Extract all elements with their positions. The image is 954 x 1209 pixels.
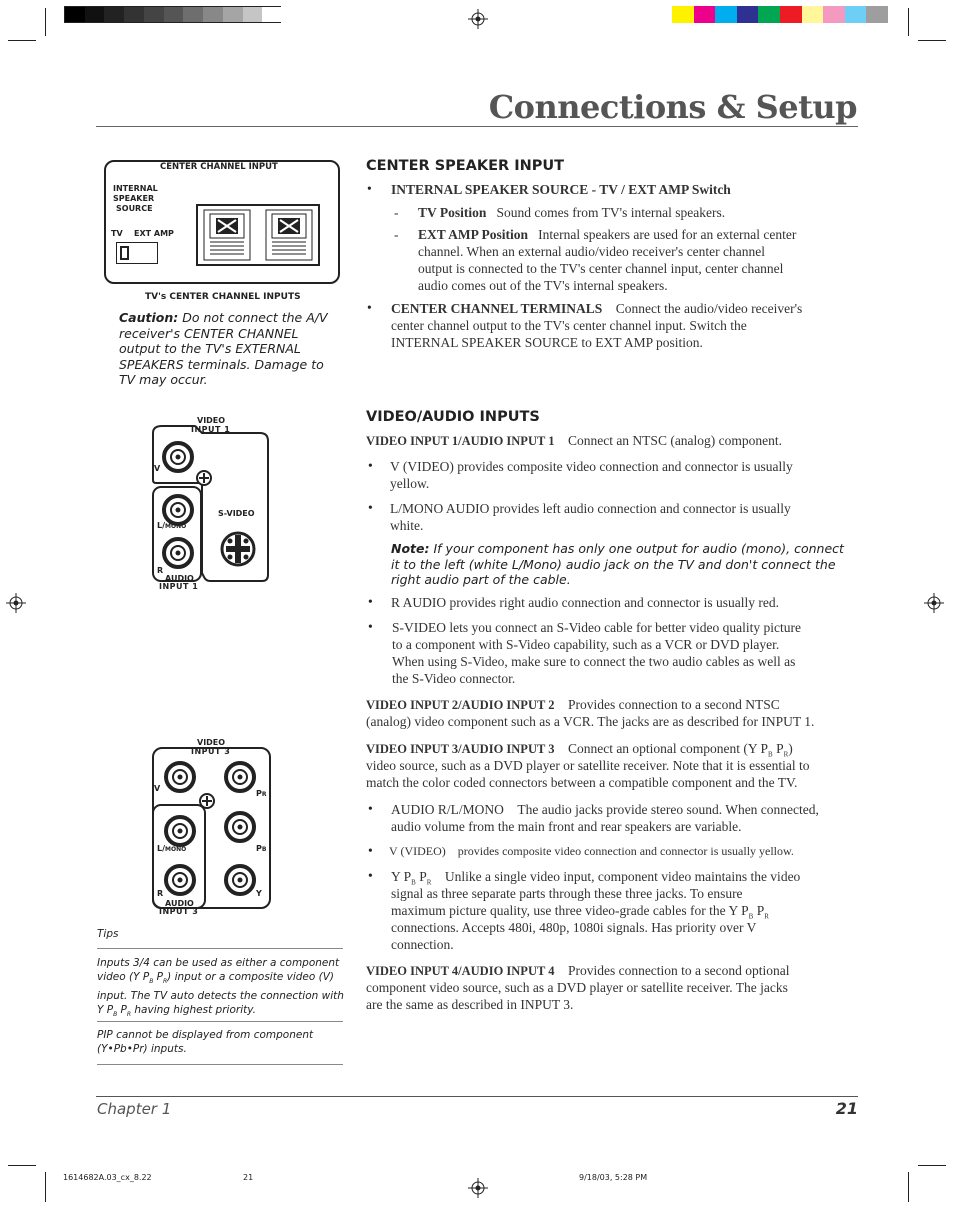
center-terminals-item xyxy=(391,300,802,317)
input-text: (analog) video component such as a VCR. The jacks are as described for INPUT 1. xyxy=(366,714,815,729)
sub-text: B xyxy=(411,878,416,887)
figure-label-mono: MONO xyxy=(165,523,187,530)
tip-text: Y P xyxy=(97,1004,114,1017)
tips-rule xyxy=(97,1064,343,1065)
tip-sub: B xyxy=(113,1011,118,1019)
audio-bullet xyxy=(391,801,819,818)
tip-line: video (Y $P_B$ $P_R$) input or a composite video (V) xyxy=(97,971,335,986)
input-text: Provides connection to a second optional xyxy=(567,963,790,978)
tip-line: PIP cannot be displayed from component xyxy=(97,1029,314,1041)
figure-label: V xyxy=(154,464,161,473)
tip-line: Inputs 3/4 can be used as either a component xyxy=(97,957,340,969)
figure-label: Y xyxy=(256,889,262,898)
color-swatch xyxy=(758,6,780,23)
bullet-icon: • xyxy=(368,801,373,816)
figure-label: INPUT 3 xyxy=(191,747,231,756)
center-channel-figure xyxy=(104,160,340,284)
tip-text: having highest priority. xyxy=(131,1004,256,1017)
tv-position-label: TV Position xyxy=(418,205,487,220)
speaker-source-switch[interactable] xyxy=(116,242,158,264)
figure-label: INPUT 3 xyxy=(159,907,199,916)
bullet-text: P xyxy=(753,903,765,918)
figure-label: TV xyxy=(111,229,123,238)
header-rule xyxy=(96,126,858,127)
input-text: match the color coded connectors between a compatible component and the TV. xyxy=(366,775,798,790)
color-swatch xyxy=(866,6,888,23)
sub-text: R xyxy=(764,912,769,921)
registration-mark-icon xyxy=(6,593,26,613)
bullet-text: Connect the audio/video receiver's xyxy=(615,301,803,316)
tip-text: video (Y P xyxy=(97,971,150,983)
bullet-title: CENTER CHANNEL TERMINALS xyxy=(391,301,603,316)
figure-label: VIDEO xyxy=(197,416,226,425)
chapter-label: Chapter 1 xyxy=(97,1100,172,1118)
gray-swatch xyxy=(164,7,184,22)
tips-rule xyxy=(97,1021,343,1022)
bullet-icon: • xyxy=(367,300,372,315)
note-line: it to the left (white L/Mono) audio jack on the TV and don't connect the xyxy=(391,556,836,572)
bullet-icon: • xyxy=(368,594,373,609)
crop-mark xyxy=(918,1165,946,1166)
gray-swatch xyxy=(223,7,243,22)
figure-label: AUDIO xyxy=(165,574,194,583)
tip-sub: B xyxy=(149,978,154,986)
crop-mark xyxy=(45,1172,46,1202)
bullet-text: V (VIDEO) provides composite video connection and connector is usually xyxy=(390,459,793,474)
bullet-icon: • xyxy=(368,619,373,634)
bullet-icon: • xyxy=(367,181,372,196)
jack-panel-icon xyxy=(150,747,272,913)
input-text: Provides connection to a second NTSC xyxy=(567,697,780,712)
color-swatch xyxy=(823,6,845,23)
color-bar xyxy=(672,6,888,23)
ext-amp-label: EXT AMP Position xyxy=(418,227,529,242)
section-heading: CENTER SPEAKER INPUT xyxy=(366,158,565,174)
note-line xyxy=(391,541,851,557)
tip-text: ) input or a composite video (V) xyxy=(167,971,335,983)
bullet-text: white. xyxy=(390,518,424,533)
caution-lead: Caution: xyxy=(119,310,179,325)
figure-label: V xyxy=(154,784,161,793)
ext-amp-text: audio comes out of the TV's internal speakers. xyxy=(418,278,668,293)
bullet-text: Unlike a single video input, component video maintains the video xyxy=(444,869,801,884)
bullet-icon: • xyxy=(368,843,373,858)
tip-line: (Y•Pb•Pr) inputs. xyxy=(97,1043,187,1055)
figure-label: VIDEO xyxy=(197,738,226,747)
note-block xyxy=(391,541,851,588)
figure-label-pr xyxy=(256,789,267,798)
input-text: ) xyxy=(788,741,793,756)
sub-text: B xyxy=(748,912,754,921)
tip-2 xyxy=(97,1028,349,1056)
crop-mark xyxy=(45,8,46,36)
tips-heading: Tips xyxy=(97,928,119,940)
bullet-text: center channel output to the TV's center channel input. Switch the xyxy=(391,318,747,333)
bullet-title: INTERNAL SPEAKER SOURCE - TV / EXT AMP Switch xyxy=(391,182,731,197)
figure-label: R xyxy=(157,566,164,575)
input-text: Connect an NTSC (analog) component. xyxy=(567,433,783,448)
bullet-text: S-VIDEO lets you connect an S-Video cable for better video quality picture xyxy=(392,620,801,635)
tip-line: input. The TV auto detects the connection with xyxy=(97,990,344,1003)
bullet-text: R AUDIO provides right audio connection and connector is usually red. xyxy=(391,595,780,610)
switch-knob xyxy=(120,246,129,260)
figure-caption: TV's CENTER CHANNEL INPUTS xyxy=(145,292,301,302)
grayscale-bar xyxy=(64,6,281,23)
dash-icon: - xyxy=(394,227,399,242)
figure-label: S-VIDEO xyxy=(218,509,255,518)
tip-line: Y $P_B$ $P_R$ having highest priority. xyxy=(97,1004,256,1019)
input-text: Connect an optional component (Y P xyxy=(567,741,769,756)
bullet-text: audio volume from the main front and rear speakers are variable. xyxy=(391,819,742,834)
input-title: VIDEO INPUT 2/AUDIO INPUT 2 xyxy=(366,698,555,712)
color-swatch xyxy=(845,6,867,23)
color-swatch xyxy=(802,6,824,23)
color-swatch xyxy=(715,6,737,23)
print-file-name: 1614682A.03_cx_8.22 xyxy=(63,1173,152,1182)
figure-label: AUDIO xyxy=(165,899,194,908)
footer-rule xyxy=(96,1096,858,1097)
figure-label-pb xyxy=(256,844,266,853)
bullet-icon: • xyxy=(368,868,373,883)
gray-swatch xyxy=(144,7,164,22)
caution-note xyxy=(119,310,329,388)
page-title: Connections & Setup xyxy=(488,88,857,126)
video-input-3-figure xyxy=(140,737,280,922)
registration-mark-icon xyxy=(924,593,944,613)
note-lead: Note: xyxy=(391,541,430,556)
video-input-1-figure xyxy=(140,415,280,595)
tip-sub: R xyxy=(126,1011,132,1019)
sub-text: B xyxy=(768,750,773,759)
bullet-text: V (VIDEO) provides composite video connection and connector is usually yellow. xyxy=(389,844,794,858)
figure-label: INTERNAL xyxy=(113,184,158,193)
figure-label-sub: R xyxy=(261,791,267,798)
crop-mark xyxy=(918,40,946,41)
gray-swatch xyxy=(203,7,223,22)
ext-amp-text: Internal speakers are used for an external center xyxy=(538,227,797,242)
color-swatch xyxy=(672,6,694,23)
crop-mark xyxy=(8,40,36,41)
dash-icon: - xyxy=(394,205,399,220)
bullet-icon: • xyxy=(368,500,373,515)
figure-label-mono: MONO xyxy=(165,846,187,853)
bullet-text: yellow. xyxy=(390,476,430,491)
figure-label: EXT AMP xyxy=(134,229,174,238)
tip-1 xyxy=(97,956,349,1022)
gray-swatch xyxy=(65,7,85,22)
bullet-title: AUDIO R/L/MONO xyxy=(391,802,504,817)
jack-panel-icon xyxy=(150,425,272,585)
figure-label xyxy=(157,844,186,853)
bullet-title: P xyxy=(415,869,427,884)
bullet-text: When using S-Video, make sure to connect the two audio cables as well as xyxy=(392,654,796,669)
color-swatch xyxy=(694,6,716,23)
input-text: P xyxy=(772,741,784,756)
input-text: video source, such as a DVD player or satellite receiver. Note that it is essential to xyxy=(366,758,810,773)
caution-text: Do not connect the A/V receiver's CENTER CHANNEL output to the TV's EXTERNAL SPEAKERS terminals. Damage to TV may occur. xyxy=(119,310,328,387)
color-swatch xyxy=(737,6,759,23)
crop-mark xyxy=(8,1165,36,1166)
bullet-text: The audio jacks provide stereo sound. When connected, xyxy=(517,802,819,817)
gray-swatch xyxy=(243,7,263,22)
sub-text: R xyxy=(783,750,789,759)
tips-rule xyxy=(97,948,343,949)
note-text: If your component has only one output for audio (mono), connect xyxy=(429,541,844,556)
speaker-terminals-icon xyxy=(196,204,320,266)
bullet-text: INTERNAL SPEAKER SOURCE to EXT AMP position. xyxy=(391,335,703,350)
crop-mark xyxy=(908,8,909,36)
bullet-text: connection. xyxy=(391,937,454,952)
gray-swatch xyxy=(124,7,144,22)
input-title: VIDEO INPUT 4/AUDIO INPUT 4 xyxy=(366,964,555,978)
bullet-text: the S-Video connector. xyxy=(392,671,516,686)
page-number: 21 xyxy=(835,1099,858,1118)
bullet-text: signal as three separate parts through these three jacks. To ensure xyxy=(391,886,743,901)
bullet-title: Y P xyxy=(391,869,412,884)
bullet-text: connections. Accepts 480i, 480p, 1080i signals. Has priority over V xyxy=(391,920,757,935)
input-title: VIDEO INPUT 3/AUDIO INPUT 3 xyxy=(366,742,555,756)
gray-swatch xyxy=(262,7,282,22)
figure-label: INPUT 1 xyxy=(191,425,231,434)
bullet-text: maximum picture quality, use three video-grade cables for the Y P xyxy=(391,903,749,918)
input2-paragraph xyxy=(366,696,780,714)
tip-sub: R xyxy=(163,978,168,986)
figure-label: INPUT 1 xyxy=(159,582,199,591)
note-line: right audio part of the cable. xyxy=(391,572,571,587)
input4-paragraph xyxy=(366,962,790,980)
figure-label: SPEAKER xyxy=(113,194,155,203)
print-date: 9/18/03, 5:28 PM xyxy=(579,1173,648,1182)
print-page: 21 xyxy=(243,1173,254,1182)
color-swatch xyxy=(780,6,802,23)
bullet-icon: • xyxy=(368,458,373,473)
figure-label-p: P xyxy=(256,789,262,798)
figure-label: CENTER CHANNEL INPUT xyxy=(160,162,278,172)
gray-swatch xyxy=(104,7,124,22)
figure-label: R xyxy=(157,889,164,898)
tv-position-item xyxy=(418,204,725,221)
input-title: VIDEO INPUT 1/AUDIO INPUT 1 xyxy=(366,434,555,448)
gray-swatch xyxy=(85,7,105,22)
figure-label-sub: B xyxy=(261,846,267,853)
registration-mark-icon xyxy=(468,9,488,29)
sub-text: R xyxy=(426,878,432,887)
figure-label-l: L/ xyxy=(157,521,166,530)
gray-swatch xyxy=(183,7,203,22)
ext-amp-item xyxy=(418,226,796,243)
figure-label: SOURCE xyxy=(116,204,153,213)
ext-amp-text: output is connected to the TV's center channel input, center channel xyxy=(418,261,784,276)
figure-label-p: P xyxy=(256,844,262,853)
figure-label xyxy=(157,521,186,530)
input-text: component video source, such as a DVD player or satellite receiver. The jacks xyxy=(366,980,788,995)
section-heading: VIDEO/AUDIO INPUTS xyxy=(366,409,540,425)
ext-amp-text: channel. When an external audio/video receiver's center channel xyxy=(418,244,766,259)
bullet-text: L/MONO AUDIO provides left audio connection and connector is usually xyxy=(390,501,791,516)
tv-position-text: Sound comes from TV's internal speakers. xyxy=(496,205,726,220)
figure-label-l: L/ xyxy=(157,844,166,853)
registration-mark-icon xyxy=(468,1178,488,1198)
bullet-text: to a component with S-Video capability, such as a VCR or DVD player. xyxy=(392,637,780,652)
input1-paragraph xyxy=(366,432,782,450)
crop-mark xyxy=(908,1172,909,1202)
input-text: are the same as described in INPUT 3. xyxy=(366,997,574,1012)
